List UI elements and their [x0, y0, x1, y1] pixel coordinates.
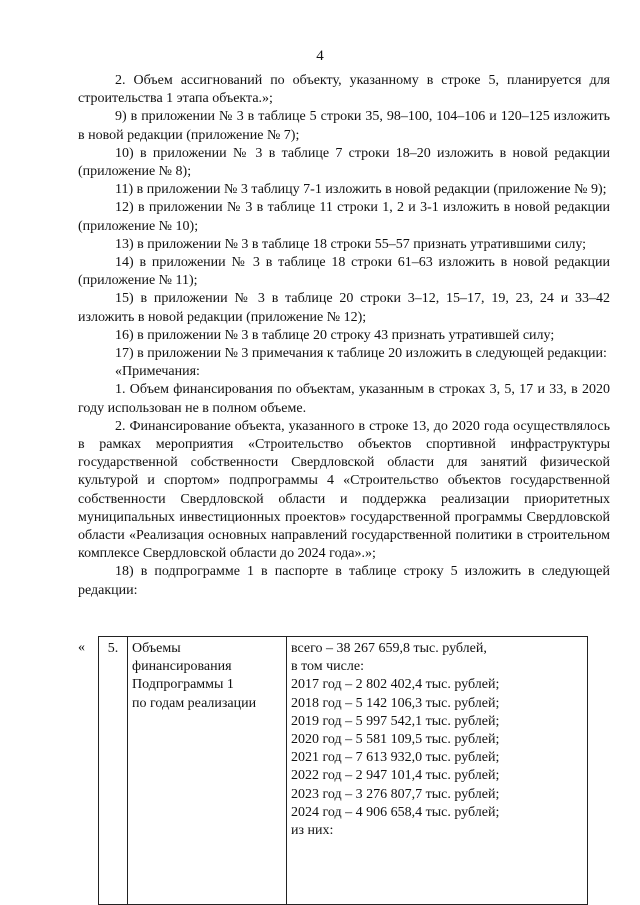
financing-table-block [78, 636, 610, 905]
paragraph: 11) в приложении № 3 таблицу 7-1 изложить в новой редакции (приложение № 9); [115, 182, 607, 198]
paragraph: 14) в приложении № 3 в таблице 18 строки 61–63 изложить в новой редакции (приложение № 11); [78, 255, 610, 289]
value-line: 2022 год – 2 947 101,4 тыс. рублей; [291, 768, 500, 784]
value-line: 2017 год – 2 802 402,4 тыс. рублей; [291, 677, 500, 693]
row-label-line: по годам реализации [132, 695, 257, 711]
row-value-cell [287, 637, 588, 905]
value-line: из них: [291, 823, 334, 839]
value-line: 2021 год – 7 613 932,0 тыс. рублей; [291, 750, 500, 766]
paragraph: 9) в приложении № 3 в таблице 5 строки 35, 98–100, 104–106 и 120–125 изложить в новой редакции (приложение № 7); [78, 109, 610, 143]
paragraph: 2. Объем ассигнований по объекту, указанному в строке 5, планируется для строительства 1 этапа объекта.»; [78, 73, 610, 107]
open-quote: « [78, 640, 85, 655]
row-label-line: Подпрограммы 1 [132, 677, 234, 693]
paragraph: 13) в приложении № 3 в таблице 18 строки 55–57 признать утратившими силу; [115, 236, 587, 252]
value-line: 2019 год – 5 997 542,1 тыс. рублей; [291, 713, 500, 729]
row-label-line: финансирования [132, 659, 232, 675]
value-line: 2023 год – 3 276 807,7 тыс. рублей; [291, 786, 500, 802]
page-number: 4 [316, 48, 324, 64]
row-label-line: Объемы [132, 641, 181, 656]
paragraph: 18) в подпрограмме 1 в паспорте в таблице строку 5 изложить в следующей редакции: [78, 564, 610, 598]
paragraph: 1. Объем финансирования по объектам, указанным в строках 3, 5, 17 и 33, в 2020 году использован не в полном объеме. [78, 382, 610, 416]
paragraph: 12) в приложении № 3 в таблице 11 строки 1, 2 и 3-1 изложить в новой редакции (приложение № 10); [78, 200, 610, 234]
value-line: 2018 год – 5 142 106,3 тыс. рублей; [291, 695, 500, 711]
paragraph: 2. Финансирование объекта, указанного в строке 13, до 2020 года осуществлялось в рамках мероприятия «Строительство объектов спортивной инфраструктуры государственной собственности Свердловской области для занятий физической культурой и спортом» подпрограммы 4 «Строительство объектов государственной собственности Свердловской области и поддержка реализации приоритетных муниципальных инвестиционных проектов» государственной программы Свердловской области «Реализация основных направлений государственной политики в строительном комплексе Свердловской области до 2024 года».»; [78, 418, 610, 562]
value-line: 2024 год – 4 906 658,4 тыс. рублей; [291, 804, 500, 820]
paragraph: 16) в приложении № 3 в таблице 20 строку 43 признать утратившей силу; [115, 327, 555, 343]
row-number: 5. [99, 637, 128, 905]
financing-table [98, 636, 588, 905]
value-line: 2020 год – 5 581 109,5 тыс. рублей; [291, 732, 500, 748]
paragraph: 15) в приложении № 3 в таблице 20 строки 3–12, 15–17, 19, 23, 24 и 33–42 изложить в новой редакции (приложение № 12); [78, 291, 610, 325]
paragraph: «Примечания: [115, 364, 200, 380]
paragraph: 10) в приложении № 3 в таблице 7 строки 18–20 изложить в новой редакции (приложение № 8); [78, 145, 610, 180]
row-label-cell [128, 637, 287, 905]
value-line: всего – 38 267 659,8 тыс. рублей, [291, 641, 487, 656]
table-row [99, 637, 588, 905]
paragraph: 17) в приложении № 3 примечания к таблице 20 изложить в следующей редакции: [115, 346, 607, 362]
value-line: в том числе: [291, 659, 364, 675]
document-body [78, 72, 610, 600]
